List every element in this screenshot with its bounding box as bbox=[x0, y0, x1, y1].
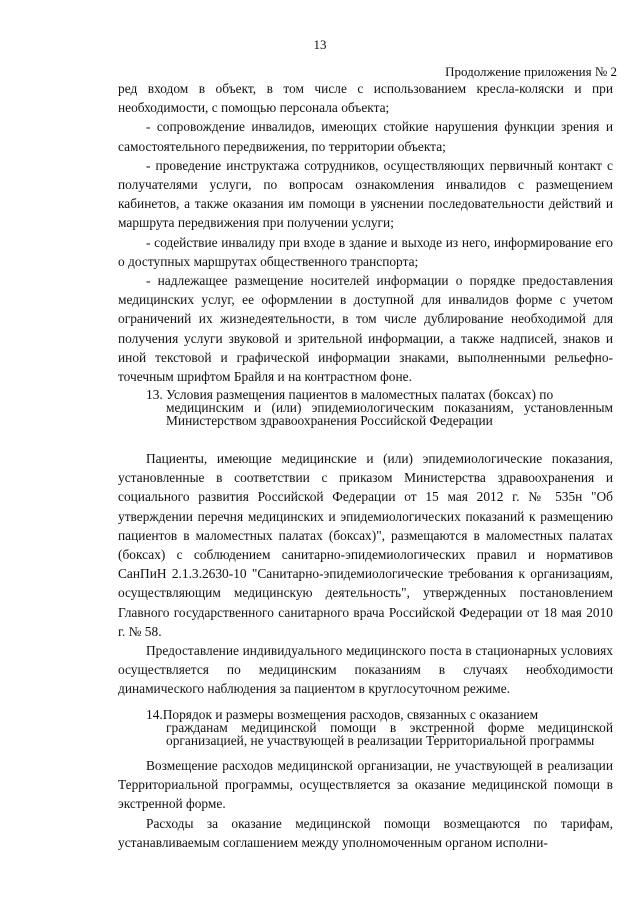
section-14-heading-rest: гражданам медицинской помощи в экстренной форме медицинской организацией, не участвующей в реализации Территориальной программы bbox=[166, 720, 613, 748]
section-13-heading-line1: 13. Условия размещения пациентов в маломестных палатах (боксах) по bbox=[146, 387, 554, 402]
section-14-paragraph-2: Расходы за оказание медицинской помощи возмещаются по тарифам, устанавливаемым соглашением между уполномоченным органом исполни- bbox=[118, 815, 613, 850]
paragraph-continuation: ред входом в объект, в том числе с использованием кресла-коляски и при необходимости, с помощью персонала объекта; bbox=[118, 81, 613, 116]
section-13-paragraph-2: Предоставление индивидуального медицинского поста в стационарных условиях осуществляется по медицинским показаниям в случаях необходимости динамического наблюдения за пациентом в круглосуточном режиме. bbox=[118, 643, 613, 697]
section-13-heading bbox=[146, 388, 613, 427]
section-13-heading-rest: медицинским и (или) эпидемиологическим показаниям, установленным Министерством здравоохранения Российской Федерации bbox=[166, 400, 613, 428]
section-14-heading bbox=[146, 708, 613, 747]
list-item-entrance-assistance: - содействие инвалиду при входе в здание и выходе из него, информирование его о доступных маршрутах общественного транспорта; bbox=[118, 234, 613, 269]
list-item-escort: - сопровождение инвалидов, имеющих стойкие нарушения функции зрения и самостоятельного передвижения, по территории объекта; bbox=[118, 119, 613, 154]
list-item-staff-briefing: - проведение инструктажа сотрудников, осуществляющих первичный контакт с получателями услуги, по вопросам ознакомления инвалидов с размещением кабинетов, а также оказания им помощи в уяснении последовательности действий и маршрута передвижения при получении услуги; bbox=[118, 157, 613, 231]
section-13-body bbox=[118, 449, 613, 699]
section-14-paragraph-1: Возмещение расходов медицинской организации, не участвующей в реализации Территориальной программы, осуществляется за оказание медицинской помощи в экстренной форме. bbox=[118, 758, 613, 812]
appendix-note: Продолжение приложения № 2 bbox=[445, 64, 617, 79]
section-14-heading-line1: 14.Порядок и размеры возмещения расходов, связанных с оказанием bbox=[146, 707, 539, 722]
accessibility-measures-text bbox=[118, 79, 613, 386]
list-item-information-placement: - надлежащее размещение носителей информации о порядке предоставления медицинских услуг, ее оформлении в доступной для инвалидов форме с учетом ограничений их жизнедеятельности, в том числе дублирование необходимой для получения услуги звуковой и зрительной информации, а также надписей, знаков и иной текстовой и графической информации знаками, выполненными рельефно-точечным шрифтом Брайля и на контрастном фоне. bbox=[118, 273, 613, 385]
section-13-paragraph-1: Пациенты, имеющие медицинские и (или) эпидемиологические показания, установленные в соответствии с приказом Министерства здравоохранения и социального развития Российской Федерации от 15 мая 2012 г. № 535н "Об утверждении перечня медицинских и эпидемиологических показаний к размещению пациентов в маломестных палатах (боксах)", размещаются в маломестных палатах (боксах) с соблюдением санитарно-эпидемиологических правил и нормативов СанПиН 2.1.3.2630-10 "Санитарно-эпидемиологические требования к организациям, осуществляющим медицинскую деятельность", утвержденных постановлением Главного государственного санитарного врача Российской Федерации от 18 мая 2010 г. № 58. bbox=[118, 451, 613, 639]
section-14-body bbox=[118, 756, 613, 852]
page-number: 13 bbox=[313, 37, 327, 52]
